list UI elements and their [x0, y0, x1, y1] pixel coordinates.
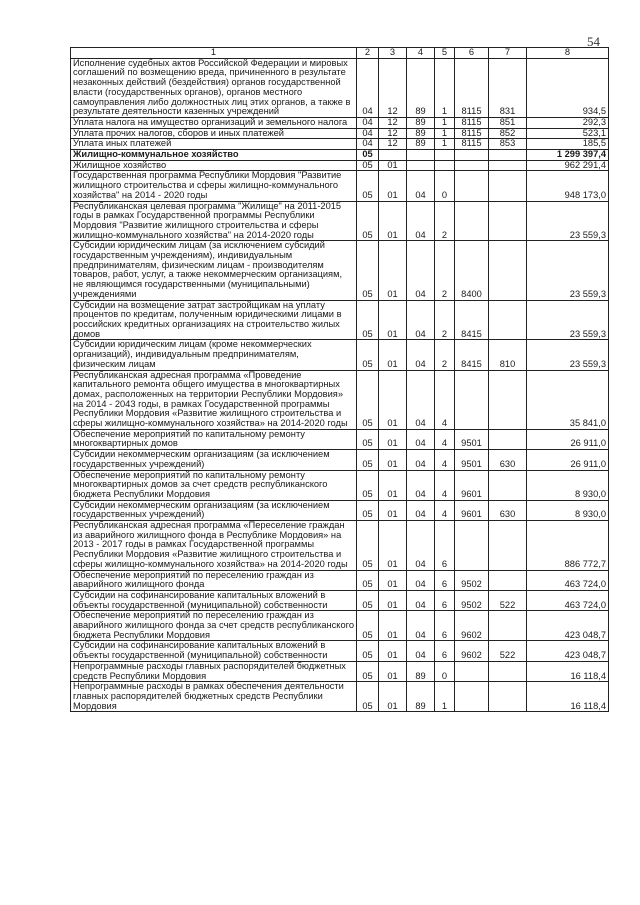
section-code: 05 [357, 611, 379, 641]
row-name: Жилищно-коммунальное хозяйство [71, 150, 357, 161]
section-code: 04 [357, 128, 379, 139]
column-header: 4 [407, 48, 435, 59]
page-number: 54 [587, 34, 600, 49]
subsection-code: 01 [379, 201, 407, 241]
program-code: 04 [407, 340, 435, 370]
subprogram-code: 2 [435, 241, 455, 300]
subprogram-code: 4 [435, 450, 455, 470]
section-code: 05 [357, 682, 379, 712]
table-row [71, 590, 609, 610]
table-row [71, 117, 609, 128]
article-code [455, 521, 489, 571]
column-header: 7 [489, 48, 527, 59]
expense-type-code: 630 [489, 500, 527, 520]
section-code: 05 [357, 150, 379, 161]
expense-type-code: 522 [489, 641, 527, 661]
table-row [71, 160, 609, 171]
row-name: Уплата иных платежей [71, 139, 357, 150]
program-code [407, 160, 435, 171]
row-name: Обеспечение мероприятий по капитальному ремонту многоквартирных домов за счет средств республиканского бюджета Республики Мордовия [71, 470, 357, 500]
subprogram-code: 4 [435, 500, 455, 520]
article-code [455, 661, 489, 681]
subprogram-code: 6 [435, 590, 455, 610]
amount: 35 841,0 [527, 370, 609, 429]
section-code: 05 [357, 160, 379, 171]
row-name: Субсидии на возмещение затрат застройщикам на уплату процентов по кредитам, полученным юридическими лицами в российских кредитных организациях на строительство жилых домов [71, 300, 357, 340]
subprogram-code: 1 [435, 139, 455, 150]
program-code: 89 [407, 58, 435, 117]
table-row [71, 611, 609, 641]
program-code: 04 [407, 590, 435, 610]
section-code: 05 [357, 429, 379, 449]
column-header: 1 [71, 48, 357, 59]
row-name: Государственная программа Республики Мордовия "Развитие жилищного строительства и сферы жилищно-коммунального хозяйства" на 2014 - 2020 годы [71, 171, 357, 201]
section-code: 04 [357, 117, 379, 128]
row-name: Субсидии на софинансирование капитальных вложений в объекты государственной (муниципальной) собственности [71, 590, 357, 610]
amount: 185,5 [527, 139, 609, 150]
row-name: Республиканская целевая программа "Жилище" на 2011-2015 годы в рамках Государственной программы Республики Мордовия "Развитие жилищного строительства и сферы жилищно-коммунального хозяйства" на 2014-2020 годы [71, 201, 357, 241]
row-name: Субсидии юридическим лицам (за исключением субсидий государственным учреждениям), индивидуальным предпринимателям, физическим лицам - производителям товаров, работ, услуг, а также некоммерческим организациям, не являющимся государственными (муниципальными) учреждениями [71, 241, 357, 300]
row-name: Субсидии юридическим лицам (кроме некоммерческих организаций), индивидуальным предпринимателям, физическим лицам [71, 340, 357, 370]
expense-type-code [489, 682, 527, 712]
column-header: 6 [455, 48, 489, 59]
subprogram-code: 0 [435, 171, 455, 201]
table-row [71, 340, 609, 370]
section-code: 04 [357, 58, 379, 117]
row-name: Обеспечение мероприятий по переселению граждан из аварийного жилищного фонда за счет средств республиканского бюджета Республики Мордовия [71, 611, 357, 641]
program-code: 04 [407, 241, 435, 300]
section-code: 05 [357, 300, 379, 340]
expense-type-code [489, 661, 527, 681]
program-code: 04 [407, 470, 435, 500]
amount: 292,3 [527, 117, 609, 128]
program-code: 04 [407, 429, 435, 449]
table-row [71, 139, 609, 150]
article-code: 9601 [455, 470, 489, 500]
subprogram-code: 6 [435, 641, 455, 661]
expense-type-code: 831 [489, 58, 527, 117]
article-code: 8415 [455, 340, 489, 370]
expense-type-code [489, 570, 527, 590]
amount: 962 291,4 [527, 160, 609, 171]
article-code [455, 150, 489, 161]
expense-type-code: 522 [489, 590, 527, 610]
subsection-code: 01 [379, 661, 407, 681]
expense-type-code [489, 150, 527, 161]
section-code: 05 [357, 570, 379, 590]
subsection-code: 01 [379, 611, 407, 641]
table-row [71, 171, 609, 201]
subsection-code: 01 [379, 500, 407, 520]
table-row [71, 570, 609, 590]
article-code: 9501 [455, 429, 489, 449]
table-row [71, 201, 609, 241]
amount: 463 724,0 [527, 570, 609, 590]
program-code: 04 [407, 450, 435, 470]
article-code [455, 682, 489, 712]
row-name: Субсидии некоммерческим организациям (за исключением государственных учреждений) [71, 450, 357, 470]
article-code: 8115 [455, 128, 489, 139]
table-row [71, 641, 609, 661]
row-name: Субсидии на софинансирование капитальных вложений в объекты государственной (муниципальной) собственности [71, 641, 357, 661]
article-code [455, 171, 489, 201]
subsection-code: 12 [379, 58, 407, 117]
subprogram-code: 4 [435, 470, 455, 500]
row-name: Непрограммные расходы главных распорядителей бюджетных средств Республики Мордовия [71, 661, 357, 681]
section-code: 05 [357, 241, 379, 300]
article-code: 9502 [455, 590, 489, 610]
subsection-code: 01 [379, 570, 407, 590]
article-code: 8115 [455, 58, 489, 117]
row-name: Республиканская адресная программа «Проведение капитального ремонта общего имущества в многоквартирных домах, расположенных на территории Республики Мордовия» на 2014 - 2043 годы, в рамках Государственной программы Республики Мордовия «Развитие жилищного строительства и сферы жилищно-коммунального хозяйства» на 2014-2020 годы [71, 370, 357, 429]
article-code: 8115 [455, 117, 489, 128]
section-code: 05 [357, 661, 379, 681]
row-name: Субсидии некоммерческим организациям (за исключением государственных учреждений) [71, 500, 357, 520]
subsection-code: 12 [379, 139, 407, 150]
subsection-code: 01 [379, 470, 407, 500]
article-code: 9602 [455, 641, 489, 661]
subprogram-code: 6 [435, 521, 455, 571]
section-code: 05 [357, 641, 379, 661]
subsection-code: 12 [379, 117, 407, 128]
table-row [71, 470, 609, 500]
article-code [455, 160, 489, 171]
expense-type-code [489, 201, 527, 241]
subsection-code [379, 150, 407, 161]
expense-type-code: 851 [489, 117, 527, 128]
table-row [71, 58, 609, 117]
subprogram-code: 1 [435, 117, 455, 128]
subprogram-code: 4 [435, 370, 455, 429]
program-code: 89 [407, 117, 435, 128]
amount: 16 118,4 [527, 661, 609, 681]
column-header: 2 [357, 48, 379, 59]
table-row [71, 682, 609, 712]
row-name: Уплата налога на имущество организаций и земельного налога [71, 117, 357, 128]
table-row [71, 150, 609, 161]
section-code: 05 [357, 201, 379, 241]
table-row [71, 429, 609, 449]
budget-table [70, 47, 609, 712]
amount: 463 724,0 [527, 590, 609, 610]
section-code: 05 [357, 450, 379, 470]
expense-type-code [489, 241, 527, 300]
program-code [407, 150, 435, 161]
subsection-code: 01 [379, 429, 407, 449]
amount: 1 299 397,4 [527, 150, 609, 161]
table-row [71, 241, 609, 300]
article-code: 8415 [455, 300, 489, 340]
amount: 16 118,4 [527, 682, 609, 712]
expense-type-code [489, 370, 527, 429]
amount: 523,1 [527, 128, 609, 139]
table-row [71, 300, 609, 340]
article-code [455, 370, 489, 429]
program-code: 89 [407, 682, 435, 712]
article-code: 8400 [455, 241, 489, 300]
program-code: 89 [407, 661, 435, 681]
row-name: Обеспечение мероприятий по капитальному ремонту многоквартирных домов [71, 429, 357, 449]
subsection-code: 01 [379, 682, 407, 712]
article-code: 9601 [455, 500, 489, 520]
expense-type-code [489, 470, 527, 500]
column-header: 5 [435, 48, 455, 59]
row-name: Уплата прочих налогов, сборов и иных платежей [71, 128, 357, 139]
program-code: 04 [407, 300, 435, 340]
row-name: Республиканская адресная программа «Переселение граждан из аварийного жилищного фонда в Республике Мордовия» на 2013 - 2017 годы в рамках Государственной программы Республики Мордовия «Развитие жилищного строительства и сферы жилищно-коммунального хозяйства» на 2014-2020 годы [71, 521, 357, 571]
section-code: 05 [357, 500, 379, 520]
table-row [71, 521, 609, 571]
expense-type-code [489, 300, 527, 340]
section-code: 05 [357, 470, 379, 500]
subsection-code: 01 [379, 370, 407, 429]
header-row [71, 48, 609, 59]
subprogram-code: 6 [435, 611, 455, 641]
subprogram-code: 1 [435, 682, 455, 712]
subprogram-code: 2 [435, 300, 455, 340]
amount: 423 048,7 [527, 641, 609, 661]
subprogram-code: 1 [435, 128, 455, 139]
row-name: Непрограммные расходы в рамках обеспечения деятельности главных распорядителей бюджетных средств Республики Мордовия [71, 682, 357, 712]
section-code: 04 [357, 139, 379, 150]
program-code: 04 [407, 521, 435, 571]
table-row [71, 128, 609, 139]
subprogram-code [435, 160, 455, 171]
amount: 8 930,0 [527, 470, 609, 500]
program-code: 04 [407, 500, 435, 520]
expense-type-code: 630 [489, 450, 527, 470]
amount: 23 559,3 [527, 300, 609, 340]
subsection-code: 01 [379, 171, 407, 201]
section-code: 05 [357, 370, 379, 429]
amount: 934,5 [527, 58, 609, 117]
subprogram-code: 1 [435, 58, 455, 117]
subsection-code: 01 [379, 300, 407, 340]
amount: 886 772,7 [527, 521, 609, 571]
subsection-code: 01 [379, 241, 407, 300]
row-name: Исполнение судебных актов Российской Федерации и мировых соглашений по возмещению вреда, причиненного в результате незаконных действий (бездействия) органов государственной власти (государственных органов), органов местного самоуправления либо должностных лиц этих органов, а также в результате деятельности казенных учреждений [71, 58, 357, 117]
subprogram-code: 4 [435, 429, 455, 449]
amount: 948 173,0 [527, 171, 609, 201]
amount: 26 911,0 [527, 450, 609, 470]
expense-type-code [489, 171, 527, 201]
subprogram-code [435, 150, 455, 161]
section-code: 05 [357, 590, 379, 610]
expense-type-code [489, 160, 527, 171]
amount: 23 559,3 [527, 340, 609, 370]
subsection-code: 01 [379, 160, 407, 171]
subsection-code: 01 [379, 450, 407, 470]
table-row [71, 661, 609, 681]
program-code: 04 [407, 641, 435, 661]
amount: 26 911,0 [527, 429, 609, 449]
expense-type-code: 853 [489, 139, 527, 150]
article-code: 8115 [455, 139, 489, 150]
row-name: Жилищное хозяйство [71, 160, 357, 171]
table-row [71, 500, 609, 520]
article-code: 9602 [455, 611, 489, 641]
section-code: 05 [357, 340, 379, 370]
expense-type-code [489, 521, 527, 571]
program-code: 04 [407, 201, 435, 241]
subsection-code: 01 [379, 340, 407, 370]
column-header: 8 [527, 48, 609, 59]
section-code: 05 [357, 521, 379, 571]
subsection-code: 01 [379, 521, 407, 571]
amount: 23 559,3 [527, 241, 609, 300]
subprogram-code: 0 [435, 661, 455, 681]
expense-type-code: 810 [489, 340, 527, 370]
program-code: 89 [407, 139, 435, 150]
column-header: 3 [379, 48, 407, 59]
program-code: 04 [407, 611, 435, 641]
table-body [71, 58, 609, 712]
subprogram-code: 6 [435, 570, 455, 590]
expense-type-code [489, 611, 527, 641]
article-code: 9502 [455, 570, 489, 590]
subprogram-code: 2 [435, 201, 455, 241]
program-code: 04 [407, 171, 435, 201]
table-row [71, 370, 609, 429]
section-code: 05 [357, 171, 379, 201]
row-name: Обеспечение мероприятий по переселению граждан из аварийного жилищного фонда [71, 570, 357, 590]
program-code: 04 [407, 570, 435, 590]
subsection-code: 01 [379, 641, 407, 661]
program-code: 04 [407, 370, 435, 429]
subsection-code: 12 [379, 128, 407, 139]
subsection-code: 01 [379, 590, 407, 610]
article-code: 9501 [455, 450, 489, 470]
amount: 8 930,0 [527, 500, 609, 520]
table-row [71, 450, 609, 470]
subprogram-code: 2 [435, 340, 455, 370]
amount: 423 048,7 [527, 611, 609, 641]
article-code [455, 201, 489, 241]
expense-type-code [489, 429, 527, 449]
amount: 23 559,3 [527, 201, 609, 241]
expense-type-code: 852 [489, 128, 527, 139]
program-code: 89 [407, 128, 435, 139]
